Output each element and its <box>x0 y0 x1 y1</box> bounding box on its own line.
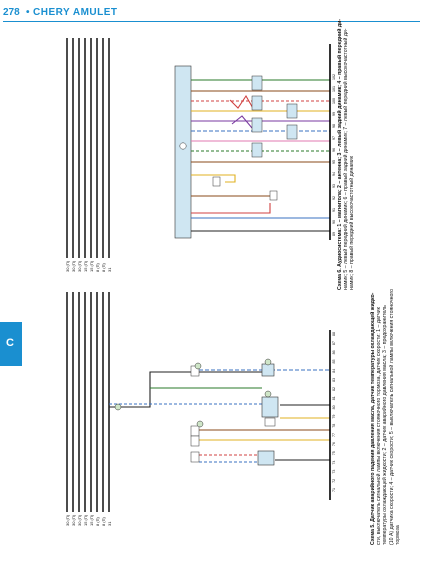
upper-radio-unit <box>175 66 191 238</box>
upper-ground-number: 99 <box>332 112 336 116</box>
lower-bus-label: 15 (П) <box>89 514 94 526</box>
upper-bus-label: 8 (П) <box>95 263 100 272</box>
upper-ground-number: 93 <box>332 184 336 188</box>
page-number: 278 <box>3 7 20 18</box>
upper-bus-label: 15 (П) <box>83 260 88 272</box>
upper-bus-label: 30 (П) <box>71 260 76 272</box>
lower-bus-label: 15 (П) <box>83 514 88 526</box>
lower-ground-number: 71 <box>332 488 336 492</box>
lower-bus-label-group <box>65 514 112 526</box>
lower-ground-number: 81 <box>332 396 336 401</box>
upper-ground-number: 95 <box>332 160 336 164</box>
upper-ground-number: 96 <box>332 148 336 152</box>
upper-ground-number: 89 <box>332 232 336 236</box>
lower-ground-number: 86 <box>332 350 336 355</box>
lower-ground-number: 79 <box>332 414 336 419</box>
upper-caption-line: намик; 5 – левый передний динамик; 6 – правый задний динамик; 7 – левый передний высокочастотный ди- <box>343 28 350 290</box>
upper-ground-number: 92 <box>332 196 336 200</box>
lower-bus-label: 8 (П) <box>95 517 100 526</box>
lower-caption-line: температуры охлаждающей жидкости; 2 – датчик аварийного давления масла; 3 – предохранитель <box>382 305 389 545</box>
lower-ground-number: 80 <box>332 405 336 410</box>
lower-ground-number: 82 <box>332 387 336 392</box>
lower-bus-lines <box>67 292 109 512</box>
upper-ground-number: 91 <box>332 208 336 212</box>
lower-bus-label: 30 (П) <box>65 514 70 526</box>
upper-bus-label: 31 <box>107 267 112 272</box>
upper-bus-label: 15 (П) <box>89 260 94 272</box>
lower-ground-number: 76 <box>332 442 336 447</box>
lower-ground-number: 77 <box>332 432 336 437</box>
lower-ground-number: 87 <box>332 341 336 346</box>
lower-ground-number: 74 <box>332 460 336 465</box>
upper-ground-numbers <box>332 74 336 236</box>
lower-ground-number: 72 <box>332 478 336 483</box>
upper-bus-lines <box>67 38 109 258</box>
upper-caption <box>337 19 356 290</box>
lower-ground-number: 73 <box>332 469 336 474</box>
lower-caption-line: (10 А) датчика скорости; 4 – датчик скорости; 5 – выключатель сигнальной лампы включения стояночного <box>388 288 395 545</box>
upper-bus-label: 8 (П) <box>101 263 106 272</box>
lower-bus-label: 30 (П) <box>77 514 82 526</box>
header-separator: • <box>26 7 30 18</box>
upper-ground-number: 98 <box>332 124 336 128</box>
book-title: CHERY AMULET <box>33 7 118 18</box>
upper-ground-number: 90 <box>332 220 336 224</box>
lower-caption <box>370 289 401 545</box>
upper-bus-label-group <box>65 260 112 272</box>
lower-ground-number: 83 <box>332 377 336 382</box>
upper-bus-label: 30 (П) <box>65 260 70 272</box>
upper-caption-line: намик; 8 – правый передний высокочастотный динамик <box>349 155 356 290</box>
lower-caption-line: сти, выключатель сигнальной лампы включения стояночного тормоза, датчик скорости: 1 – датчик <box>376 307 383 545</box>
section-tab-letter: C <box>6 337 14 349</box>
upper-ground-number: 97 <box>332 136 336 140</box>
upper-bus-label: 30 (П) <box>77 260 82 272</box>
upper-caption-title: Схема 6. Аудиосистема: 1 – магнитола; 2 – антенна; 3 – левый задний динамик; 4 – правый передний ди- <box>337 18 343 290</box>
lower-bus-label: 8 (П) <box>101 517 106 526</box>
upper-ground-number: 102 <box>332 74 336 80</box>
lower-ground-number: 84 <box>332 368 336 373</box>
upper-speakers <box>213 76 297 200</box>
lower-bus-label: 30 (П) <box>71 514 76 526</box>
lower-wires <box>109 370 330 462</box>
lower-ground-number: 88 <box>332 332 336 336</box>
lower-ground-number: 85 <box>332 359 336 364</box>
lower-ground-number: 75 <box>332 451 336 456</box>
lower-ground-number: 78 <box>332 423 336 428</box>
lower-caption-title: Схема 5. Датчик аварийного падения давления масла, датчик температуры охлаждающей жидко- <box>370 292 376 545</box>
lower-ground-numbers <box>332 332 336 492</box>
lower-bus-label: 31 <box>107 521 112 526</box>
upper-ground-number: 100 <box>332 98 336 104</box>
lower-caption-line: тормоза <box>394 525 401 545</box>
lower-components <box>115 359 278 465</box>
upper-ground-number: 94 <box>332 172 336 176</box>
upper-ground-number: 101 <box>332 86 336 92</box>
